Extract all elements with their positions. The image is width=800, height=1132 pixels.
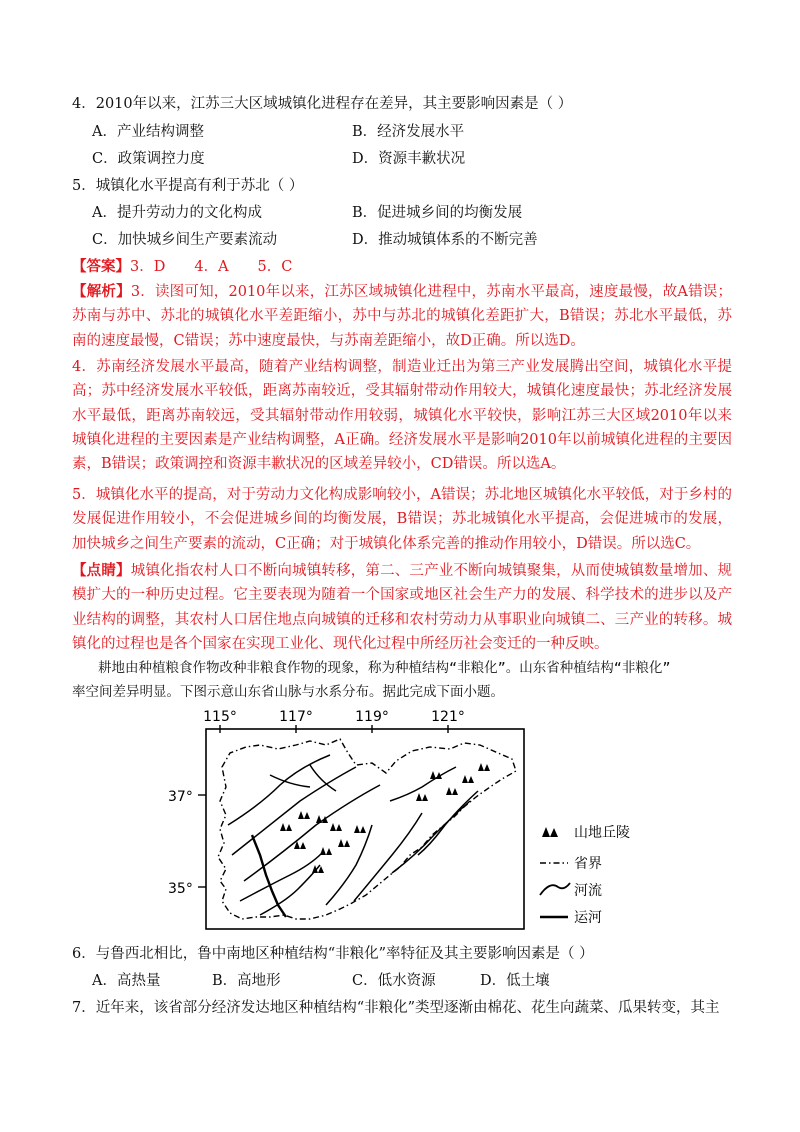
legend-mountain-icon <box>542 827 558 837</box>
q6-option-b: B．高地形 <box>212 973 281 989</box>
lat-label-35: 35° <box>168 881 193 897</box>
q4-option-a: A．产业结构调整 <box>92 124 204 140</box>
question-7-stem: 7．近年来，该省部分经济发达地区种植结构“非粮化”类型逐渐由棉花、花生向蔬菜、瓜果转变，其主 <box>72 1000 720 1016</box>
shandong-map <box>160 705 630 935</box>
question-6-stem: 6．与鲁西北相比，鲁中南地区种植结构“非粮化”率特征及其主要影响因素是（ ） <box>72 946 594 962</box>
lon-label-115: 115° <box>203 709 237 725</box>
lon-label-117: 117° <box>279 709 313 725</box>
tips-paragraph <box>72 559 732 657</box>
q5-option-b: B．促进城乡间的均衡发展 <box>352 205 523 221</box>
analysis-3 <box>72 280 732 354</box>
q6-option-d: D．低土壤 <box>480 973 550 989</box>
answer-text: 3．D 4．A 5．C <box>130 259 293 275</box>
tips-text: 城镇化指农村人口不断向城镇转移，第二、三产业不断向城镇聚集，从而使城镇数量增加、规模扩大的一种历史过程。它主要表现为随着一个国家或地区社会生产力的发展、科学技术的进步以及产业结构的调整，其农村人口居住地点向城镇的迁移和农村劳动力从事职业向城镇二、三产业的转移。城镇化的过程也是各个国家在实现工业化、现代化过程中所经历社会变迁的一种反映。 <box>72 563 732 652</box>
intro-line-2: 率空间差异明显。下图示意山东省山脉与水系分布。据此完成下面小题。 <box>72 684 504 700</box>
lat-label-37: 37° <box>168 789 193 805</box>
map-frame <box>206 729 524 929</box>
q4-option-c: C．政策调控力度 <box>92 151 205 167</box>
q6-option-c: C．低水资源 <box>352 973 436 989</box>
q6-option-a: A．高热量 <box>92 973 161 989</box>
q4-option-d: D．资源丰歉状况 <box>352 151 466 167</box>
question-5-stem: 5．城镇化水平提高有利于苏北（ ） <box>72 178 304 194</box>
analysis-3-text: 3．读图可知，2010年以来，江苏区域城镇化进程中，苏南水平最高，速度最慢，故A错误；苏南与苏中、苏北的城镇化水平差距缩小，苏中与苏北的城镇化差距扩大，B错误；苏北水平最低，苏南的速度最慢，C错误；苏中速度最快，与苏南差距缩小，故D正确。所以选D。 <box>72 284 732 349</box>
legend-mountain-label: 山地丘陵 <box>574 825 630 841</box>
mountain-symbols <box>280 763 490 873</box>
analysis-4: 4．苏南经济发展水平最高，随着产业结构调整，制造业迁出为第三产业发展腾出空间，城镇化水平提高；苏中经济发展水平较低，距离苏南较近，受其辐射带动作用较大，城镇化速度最快；苏北经济发展水平最低，距离苏南较远，受其辐射带动作用较弱，城镇化水平较快，影响江苏三大区域2010年以来城镇化进程的主要因素是产业结构调整，A正确。经济发展水平是影响2010年以前城镇化进程的主要因素，B错误；政策调控和资源丰歉状况的区域差异较小，CD错误。所以选A。 <box>72 359 732 473</box>
answer-tag: 【答案】 <box>72 258 130 275</box>
map-ticks <box>198 725 448 887</box>
analysis-5: 5．城镇化水平的提高，对于劳动力文化构成影响较小，A错误；苏北地区城镇化水平较低，对于乡村的发展促进作用较小，不会促进城乡间的均衡发展，B错误；苏北城镇化水平提高，会促进城市的发展，加快城乡之间生产要素的流动，C正确；对于城镇化体系完善的推动作用较小，D错误。所以选C。 <box>72 487 732 552</box>
intro-line-1: 耕地由种植粮食作物改种非粮食作物的现象，称为种植结构“非粮化”。山东省种植结构“非粮化” <box>98 660 671 676</box>
legend-canal-label: 运河 <box>574 910 602 926</box>
q5-option-a: A．提升劳动力的文化构成 <box>92 205 262 221</box>
q4-option-b: B．经济发展水平 <box>352 124 465 140</box>
answer-line <box>72 255 732 279</box>
legend-border-label: 省界 <box>574 856 602 872</box>
province-border <box>218 739 516 919</box>
tips-tag: 【点睛】 <box>72 562 131 579</box>
q5-option-d: D．推动城镇体系的不断完善 <box>352 232 538 248</box>
grand-canal <box>252 835 286 917</box>
analysis-tag: 【解析】 <box>72 283 131 300</box>
lon-label-119: 119° <box>355 709 389 725</box>
legend-river-icon <box>540 883 570 895</box>
q5-option-c: C．加快城乡间生产要素流动 <box>92 232 278 248</box>
question-4-stem: 4．2010年以来，江苏三大区域城镇化进程存在差异，其主要影响因素是（ ） <box>72 96 573 112</box>
legend-river-label: 河流 <box>574 883 602 899</box>
lon-label-121: 121° <box>431 709 465 725</box>
